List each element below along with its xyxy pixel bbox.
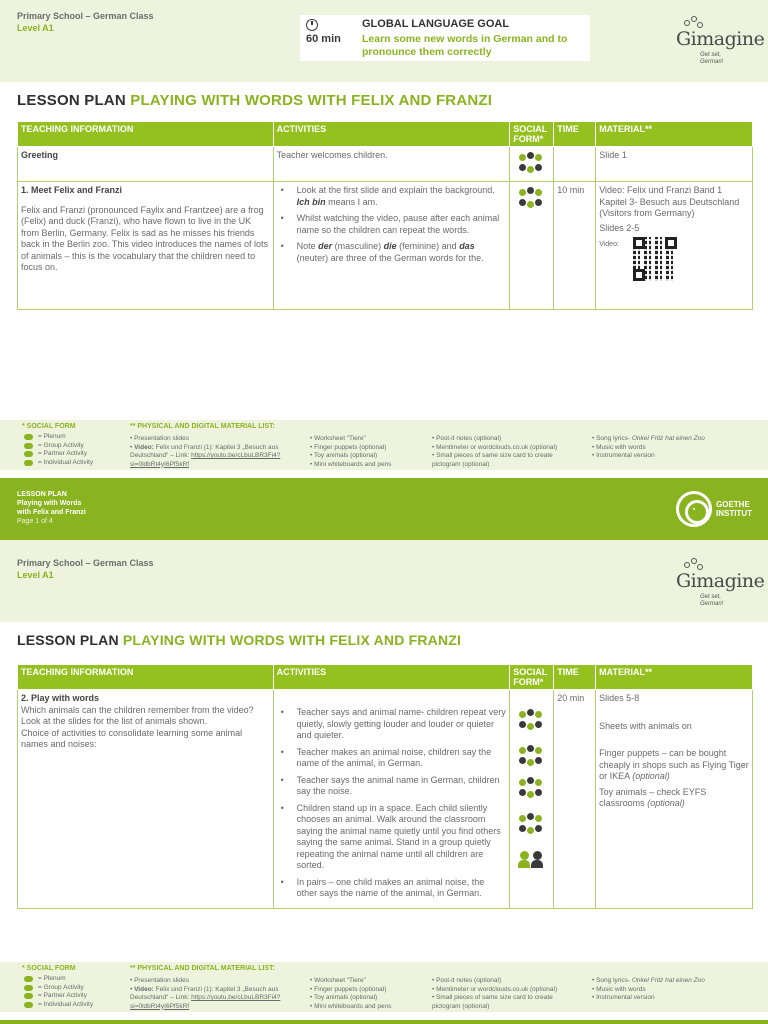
legend-item: • Music with words (592, 986, 762, 995)
plenum-icon (517, 813, 545, 835)
logo-wordmark: Gimagine (676, 28, 765, 50)
row-play-time: 20 min (554, 690, 596, 909)
goal-text: Learn some new words in German and to pronounce them correctly (362, 33, 568, 58)
row-play-text: Which animals can the children remember from the video? Look at the slides for the list of animals shown. Choice of activities to consolidate learning some animal names and noises: (21, 704, 254, 749)
legend-item: • Video: Felix und Franzi (1): Kapitel 3 „Besuch aus Deutschland“ – Link: https://youtu.be/cLbuLBR3Fi4?si=0ldbRt4yI6Pf5kRf (130, 986, 300, 1012)
legend-item: • Worksheet “Tiere” (310, 977, 430, 986)
list-item: • In pairs – one child makes an animal noise, the other says the name of the animal, in German. (277, 877, 507, 900)
qr-code-icon[interactable] (633, 237, 677, 281)
page-2 (0, 540, 768, 1024)
lesson-title (17, 92, 492, 109)
partner-activity-icon (517, 849, 545, 871)
plenum-icon (517, 709, 545, 731)
legend-item: • Music with words (592, 444, 762, 453)
legend-item: • Presentation slides (130, 977, 300, 986)
legend-material-title: ** PHYSICAL AND DIGITAL MATERIAL LIST: (130, 423, 275, 430)
legend-item: • Worksheet “Tiere” (310, 435, 430, 444)
gimagine-logo (668, 556, 765, 612)
list-item: • Teacher says and animal name- children repeat very quietly, slowly getting louder and louder or quieter and quieter. (277, 707, 507, 742)
row-greeting-activity: Teacher welcomes children. (273, 147, 510, 182)
legend-item: • Post-it notes (optional) (432, 435, 582, 444)
school-info (17, 10, 154, 34)
page-footer: LESSON PLAN Playing with Words with Felix and Franzi Page 1 of 4 GOETHE INSTITUT (0, 478, 768, 540)
row-greeting-material: Slide 1 (596, 147, 753, 182)
legend-item: • Finger puppets (optional) (310, 986, 430, 995)
legend-item: • Song lyrics- Onkel Fritz hat einen Zoo (592, 435, 762, 444)
global-language-goal (300, 15, 590, 61)
lesson-title-name: PLAYING WITH WORDS WITH FELIX AND FRANZI (122, 632, 462, 648)
level-label: Level A1 (17, 570, 54, 580)
material-qr-label: Video: (599, 241, 619, 248)
plenum-icon (517, 187, 545, 209)
row-meet-activities (273, 182, 510, 310)
row-meet-teaching (18, 182, 274, 310)
row-greeting-teaching: Greeting (18, 147, 274, 182)
legend-group: = Group Activity (24, 984, 93, 993)
row-meet-text: Felix and Franzi (pronounced Faylix and Frantzee) are a frog (Felix) and duck (Franzi), who have flown to live in the UK from Berlin, Germany. Felix is sad as he misses his friends back in the Berlin zoo. This video introduces the names of lots of animals – this is the vocabulary that the children need to focus on. (21, 204, 268, 272)
row-meet-social (510, 182, 554, 310)
legend-material-col-4 (592, 435, 762, 461)
legend-social-title: * SOCIAL FORM (22, 965, 76, 972)
material-item: Toy animals – check EYFS classrooms (optional) (599, 786, 707, 808)
row-meet-material (596, 182, 753, 310)
legend-partner: = Partner Activity (24, 450, 93, 459)
plenum-icon (517, 745, 545, 767)
row-greeting-social (510, 147, 554, 182)
col-activities: ACTIVITIES (273, 122, 510, 147)
legend-material-col-1 (130, 977, 300, 1011)
row-play-teaching (18, 690, 274, 909)
legend-item: • Finger puppets (optional) (310, 444, 430, 453)
legend-item: • Toy animals (optional) (310, 452, 430, 461)
list-item: • Whilst watching the video, pause after each animal name so the children can repeat the words. (277, 213, 507, 236)
col-social-form: SOCIAL FORM* (510, 122, 554, 147)
row-play-heading: 2. Play with words (21, 693, 100, 703)
col-time: TIME (554, 122, 596, 147)
school-name: Primary School – German Class (17, 11, 154, 21)
legend-item: • Instrumental version (592, 994, 762, 1003)
row-meet-time: 10 min (554, 182, 596, 310)
row-play-social (510, 690, 554, 909)
legend-item: • Post-it notes (optional) (432, 977, 582, 986)
legend-item: • Toy animals (optional) (310, 994, 430, 1003)
list-item: • Look at the first slide and explain the background. Ich bin means I am. (277, 185, 507, 208)
goethe-mark-icon (676, 491, 712, 527)
legend-item: • Mini whiteboards and pens (310, 1003, 430, 1012)
list-item: • Teacher makes an animal noise, children say the name of the animal, in German. (277, 747, 507, 770)
list-item: • Note der (masculine) die (feminine) and das (neuter) are three of the German words for the. (277, 241, 507, 264)
page-header-band (0, 0, 768, 82)
material-qr (599, 237, 749, 287)
logo-wordmark: Gimagine (676, 570, 765, 592)
legend-material-col-3 (432, 435, 582, 469)
legend-panel (0, 420, 768, 470)
gimagine-logo (668, 14, 765, 70)
col-material: MATERIAL** (596, 122, 753, 147)
legend-item: • Mentimeter or wordclouds.co.uk (optional) (432, 444, 582, 453)
page-number: Page 1 of 4 (17, 518, 53, 525)
col-material: MATERIAL** (596, 665, 753, 690)
legend-item: • Video: Felix und Franzi (1): Kapitel 3 „Besuch aus Deutschland“ – Link: https://youtu.be/cLbuLBR3Fi4?si=0ldbRt4yI6Pf5kRf (130, 444, 300, 470)
material-item: Finger puppets – can be bought cheaply in shops such as Flying Tiger or IKEA (optional) (599, 748, 749, 781)
page-header-band (0, 540, 768, 622)
clock-icon (306, 19, 318, 31)
legend-plenum: = Plenum (24, 433, 93, 442)
goal-duration: 60 min (306, 33, 341, 45)
table-row (18, 690, 753, 909)
legend-item: • Mini whiteboards and pens (310, 461, 430, 470)
col-time: TIME (554, 665, 596, 690)
lesson-plan-table (17, 664, 753, 909)
table-header-row (18, 122, 753, 147)
material-item: Slides 5-8 (599, 693, 640, 703)
material-video: Video: Felix und Franzi Band 1 Kapitel 3- Besuch aus Deutschland (Visitors from Germany) (599, 185, 740, 218)
video-link[interactable]: https://youtu.be/cLbuLBR3Fi4?si=0ldbRt4yI6Pf5kRf (130, 452, 281, 468)
plenum-icon (517, 152, 545, 174)
legend-material-col-3 (432, 977, 582, 1011)
legend-individual: = Individual Activity (24, 1001, 93, 1010)
video-link[interactable]: https://youtu.be/cLbuLBR3Fi4?si=0ldbRt4yI6Pf5kRf (130, 994, 281, 1010)
legend-material-col-2 (310, 977, 430, 1011)
level-label: Level A1 (17, 23, 54, 33)
col-activities: ACTIVITIES (273, 665, 510, 690)
legend-social-list (24, 433, 93, 467)
logo-tagline: Get set, German! (700, 594, 724, 607)
goal-title: GLOBAL LANGUAGE GOAL (362, 18, 510, 30)
legend-individual: = Individual Activity (24, 459, 93, 468)
legend-material-title: ** PHYSICAL AND DIGITAL MATERIAL LIST: (130, 965, 275, 972)
material-slides: Slides 2-5 (599, 222, 640, 233)
row-meet-heading: 1. Meet Felix and Franzi (21, 185, 123, 195)
list-item: • Teacher says the animal name in German, children say the noise. (277, 775, 507, 798)
legend-item: • Small pieces of same size card to create pictogram (optional) (432, 452, 582, 469)
col-social-form: SOCIAL FORM* (510, 665, 554, 690)
legend-item: • Small pieces of same size card to create pictogram (optional) (432, 994, 582, 1011)
legend-item: • Presentation slides (130, 435, 300, 444)
table-row (18, 182, 753, 310)
lesson-plan-table (17, 121, 753, 310)
page-2-footer-strip (0, 1020, 768, 1024)
legend-material-col-2 (310, 435, 430, 469)
legend-material-col-4 (592, 977, 762, 1003)
school-name: Primary School – German Class (17, 558, 154, 568)
col-teaching-information: TEACHING INFORMATION (18, 122, 274, 147)
row-play-activities (273, 690, 510, 909)
legend-plenum: = Plenum (24, 975, 93, 984)
lesson-title-prefix: LESSON PLAN (17, 92, 126, 109)
row-play-material (596, 690, 753, 909)
legend-material-col-1 (130, 435, 300, 469)
material-item: Sheets with animals on (599, 720, 692, 731)
legend-group: = Group Activity (24, 442, 93, 451)
lesson-title-name: PLAYING WITH WORDS WITH FELIX AND FRANZI (130, 92, 493, 109)
plenum-icon (517, 777, 545, 799)
legend-social-title: * SOCIAL FORM (22, 423, 76, 430)
legend-item: • Mentimeter or wordclouds.co.uk (optional) (432, 986, 582, 995)
table-row (18, 147, 753, 182)
row-greeting-time (554, 147, 596, 182)
school-info (17, 557, 154, 581)
legend-item: • Instrumental version (592, 452, 762, 461)
legend-panel (0, 962, 768, 1012)
table-header-row (18, 665, 753, 690)
lesson-title (17, 632, 461, 648)
col-teaching-information: TEACHING INFORMATION (18, 665, 274, 690)
list-item: • Children stand up in a space. Each child silently chooses an animal. Walk around the classroom saying the animal name quietly until you find others saying the same animal. Stand in a group quietly repeating the animal name until all children are sorted. (277, 803, 507, 872)
footer-lesson-info: LESSON PLAN Playing with Words with Felix and Franzi Page 1 of 4 (17, 491, 86, 525)
legend-social-list (24, 975, 93, 1009)
logo-tagline: Get set, German! (700, 52, 724, 65)
legend-partner: = Partner Activity (24, 992, 93, 1001)
legend-item: • Song lyrics- Onkel Fritz hat einen Zoo (592, 977, 762, 986)
lesson-title-prefix: LESSON PLAN (17, 632, 119, 648)
